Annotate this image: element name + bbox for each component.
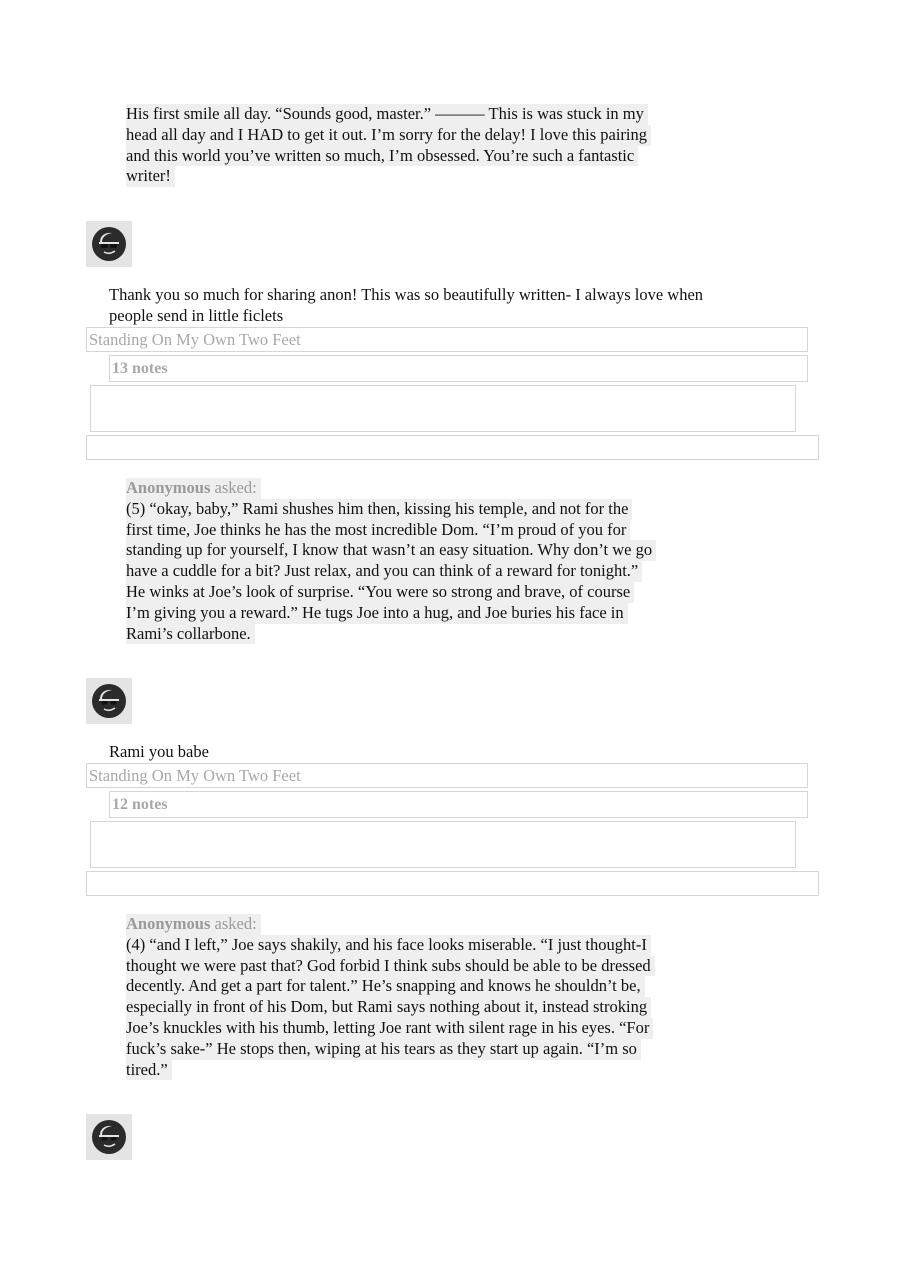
ask-line: I’m giving you a reward.” He tugs Joe into a hug, and Joe buries his face in: [126, 603, 628, 624]
ask-line: (4) “and I left,” Joe says shakily, and his face looks miserable. “I just thought-I: [126, 935, 651, 956]
post-title-link[interactable]: Standing On My Own Two Feet: [86, 327, 808, 352]
ask-line: have a cuddle for a bit? Just relax, and you can think of a reward for tonight.”: [126, 561, 642, 582]
ask-line: writer!: [126, 166, 175, 187]
avatar[interactable]: [86, 221, 132, 267]
ask-body-top: [126, 104, 651, 187]
ask-line: He winks at Joe’s look of surprise. “You were so strong and brave, of course: [126, 582, 634, 603]
ask-line: tired.”: [126, 1060, 172, 1081]
post-divider-box: [86, 871, 819, 896]
ask-line: Joe’s knuckles with his thumb, letting Joe rant with silent rage in his eyes. “For: [126, 1018, 653, 1039]
ask-block: [126, 914, 655, 1080]
asked-label: asked:: [214, 478, 257, 497]
ask-line: especially in front of his Dom, but Rami says nothing about it, instead stroking: [126, 997, 651, 1018]
reply-text: [109, 742, 209, 763]
ask-line: (5) “okay, baby,” Rami shushes him then, kissing his temple, and not for the: [126, 499, 632, 520]
notes-count[interactable]: 12 notes: [109, 791, 808, 818]
ask-line: head all day and I HAD to get it out. I’m sorry for the delay! I love this pairing: [126, 125, 651, 146]
ask-line: first time, Joe thinks he has the most incredible Dom. “I’m proud of you for: [126, 520, 630, 541]
ask-header: [126, 478, 261, 499]
post-title-link[interactable]: Standing On My Own Two Feet: [86, 763, 808, 788]
ask-line: standing up for yourself, I know that wasn’t an easy situation. Why don’t we go: [126, 540, 656, 561]
reply-line: Rami you babe: [109, 742, 209, 761]
notes-count[interactable]: 13 notes: [109, 355, 808, 382]
avatar[interactable]: [86, 678, 132, 724]
asker-name[interactable]: Anonymous: [126, 478, 211, 497]
asked-label: asked:: [214, 914, 257, 933]
ask-line: and this world you’ve written so much, I’m obsessed. You’re such a fantastic: [126, 146, 638, 167]
reply-line: people send in little ficlets: [109, 305, 284, 325]
avatar[interactable]: [86, 1114, 132, 1160]
sunglasses-face-icon: [91, 1119, 127, 1155]
post-embed-box: [90, 385, 796, 432]
reply-line: Thank you so much for sharing anon! This was so beautifully written- I always love when: [109, 285, 704, 304]
reply-text: [109, 285, 703, 327]
ask-block: [126, 478, 656, 644]
ask-line: fuck’s sake-” He stops then, wiping at his tears as they start up again. “I’m so: [126, 1039, 641, 1060]
post-embed-box: [90, 821, 796, 868]
post-divider-box: [86, 435, 819, 460]
ask-line: thought we were past that? God forbid I think subs should be able to be dressed: [126, 956, 655, 977]
ask-line: His first smile all day. “Sounds good, master.” ——— This is was stuck in my: [126, 104, 648, 125]
sunglasses-face-icon: [91, 226, 127, 262]
ask-line: Rami’s collarbone.: [126, 624, 255, 645]
ask-line: decently. And get a part for talent.” He’s snapping and knows he shouldn’t be,: [126, 976, 645, 997]
asker-name[interactable]: Anonymous: [126, 914, 211, 933]
ask-header: [126, 914, 261, 935]
sunglasses-face-icon: [91, 683, 127, 719]
